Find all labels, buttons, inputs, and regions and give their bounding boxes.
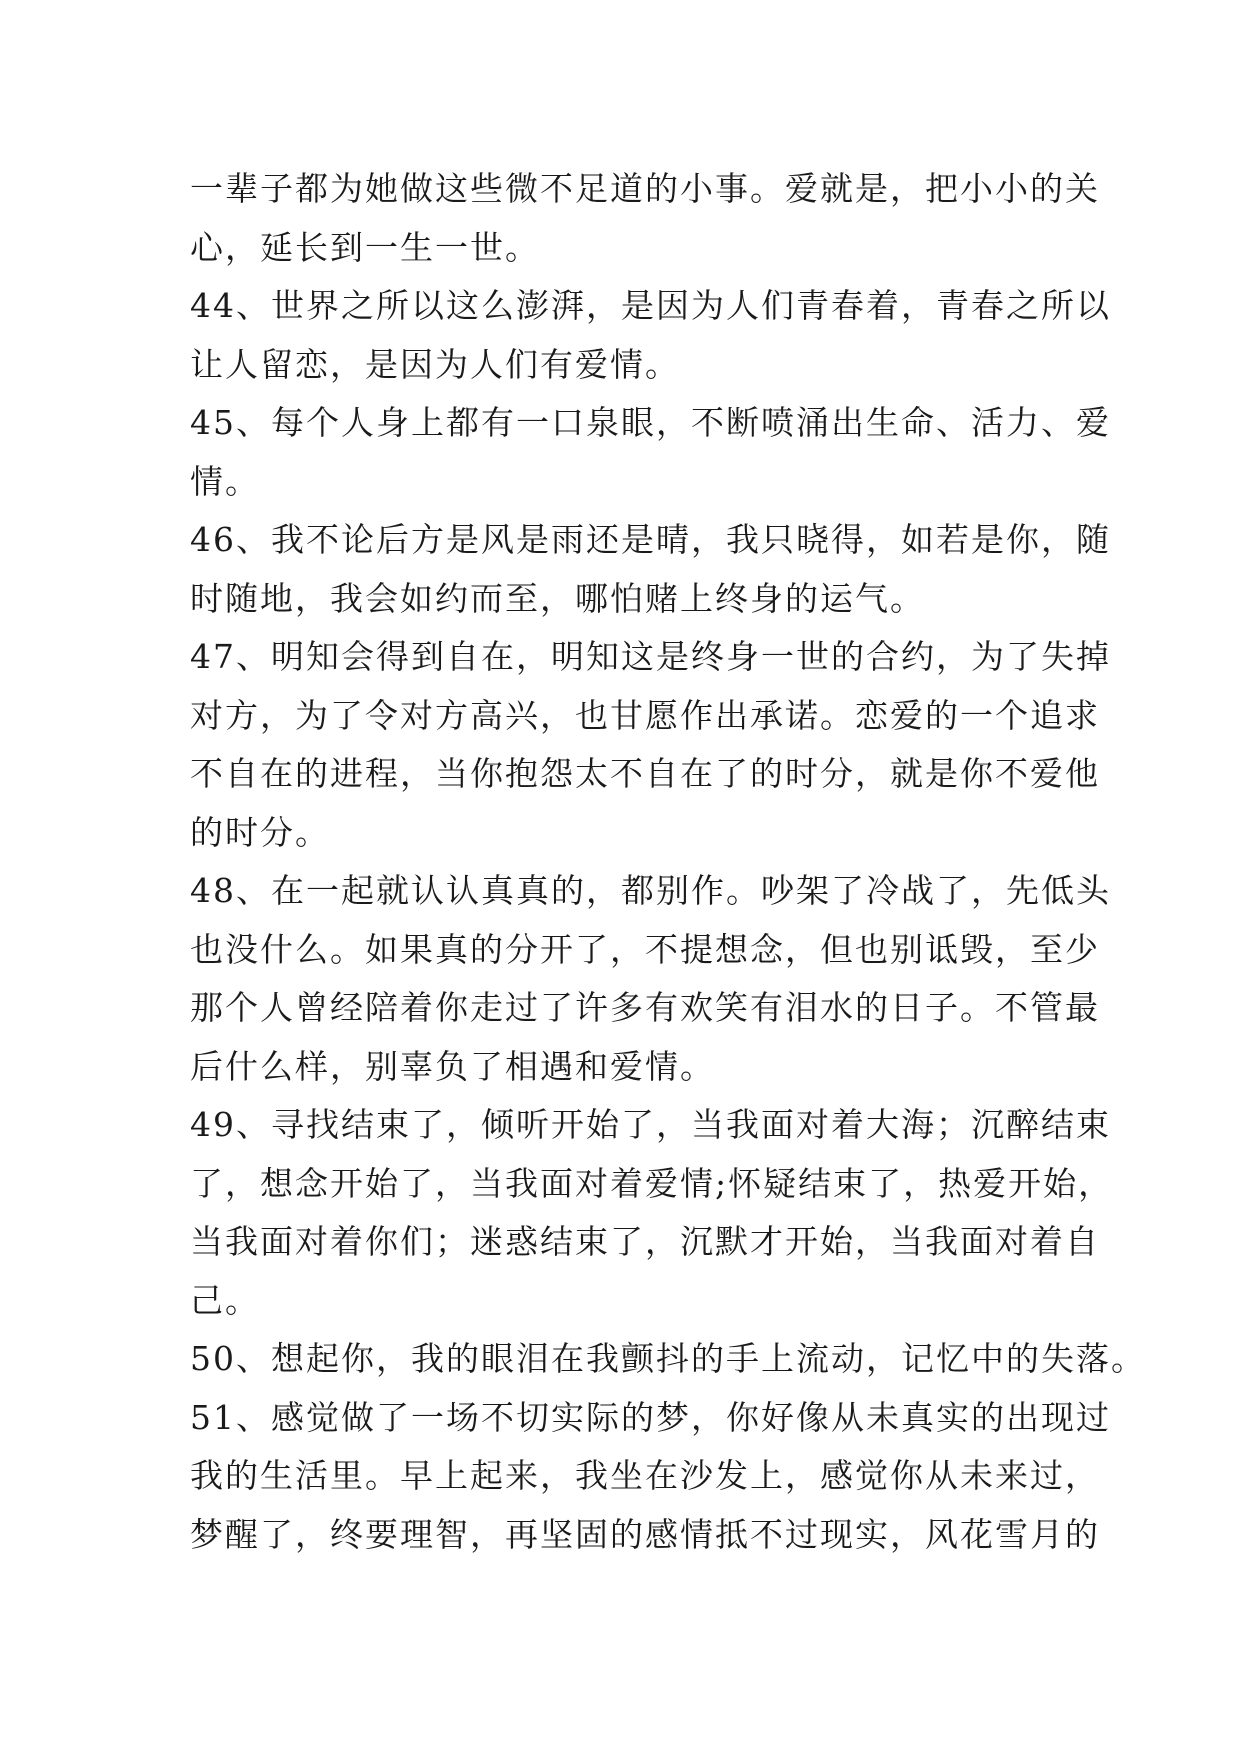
text-line: 对方，为了令对方高兴，也甘愿作出承诺。恋爱的一个追求	[190, 695, 1100, 735]
text-line: 一辈子都为她做这些微不足道的小事。爱就是，把小小的关	[190, 169, 1100, 208]
text-line: 45、每个人身上都有一口泉眼，不断喷涌出生命、活力、爱	[190, 403, 1111, 442]
text-line: 我的生活里。早上起来，我坐在沙发上，感觉你从未来过，	[190, 1456, 1100, 1495]
text-line: 了，想念开始了，当我面对着爱情;怀疑结束了，热爱开始，	[190, 1163, 1114, 1203]
paragraph-46	[190, 511, 1111, 628]
text-line: 梦醒了，终要理智，再坚固的感情抵不过现实，风花雪月的	[190, 1514, 1100, 1554]
text-line: 后什么样，别辜负了相遇和爱情。	[190, 1046, 715, 1086]
document-body	[190, 160, 1146, 1564]
paragraph-49	[190, 1096, 1114, 1330]
text-line: 那个人曾经陪着你走过了许多有欢笑有泪水的日子。不管最	[190, 988, 1100, 1027]
text-line: 心，延长到一生一世。	[190, 227, 540, 267]
paragraph-48	[190, 862, 1111, 1096]
paragraph-50	[190, 1330, 1146, 1389]
text-line: 也没什么。如果真的分开了，不提想念，但也别诋毁，至少	[190, 929, 1100, 969]
text-line: 46、我不论后方是风是雨还是晴，我只晓得，如若是你，随	[190, 520, 1111, 559]
text-line: 51、感觉做了一场不切实际的梦，你好像从未真实的出现过	[190, 1397, 1111, 1437]
text-line: 情。	[190, 461, 260, 501]
text-line: 让人留恋，是因为人们有爱情。	[190, 344, 680, 384]
text-line: 49、寻找结束了，倾听开始了，当我面对着大海；沉醉结束	[190, 1105, 1111, 1144]
text-line: 47、明知会得到自在，明知这是终身一世的合约，为了失掉	[190, 637, 1111, 676]
text-line: 己。	[190, 1280, 260, 1320]
paragraph-51	[190, 1389, 1111, 1565]
text-line: 48、在一起就认认真真的，都别作。吵架了冷战了，先低头	[190, 871, 1111, 910]
text-line: 时随地，我会如约而至，哪怕赌上终身的运气。	[190, 578, 925, 618]
text-line: 不自在的进程，当你抱怨太不自在了的时分，就是你不爱他	[190, 754, 1100, 793]
text-line: 50、想起你，我的眼泪在我颤抖的手上流动，记忆中的失落。	[190, 1339, 1146, 1378]
paragraph-45	[190, 394, 1111, 511]
paragraph-continuation	[190, 160, 1100, 277]
text-line: 当我面对着你们；迷惑结束了，沉默才开始，当我面对着自	[190, 1222, 1100, 1261]
paragraph-47	[190, 628, 1111, 862]
paragraph-44	[190, 277, 1111, 394]
text-line: 44、世界之所以这么澎湃，是因为人们青春着，青春之所以	[190, 286, 1111, 325]
text-line: 的时分。	[190, 812, 330, 852]
